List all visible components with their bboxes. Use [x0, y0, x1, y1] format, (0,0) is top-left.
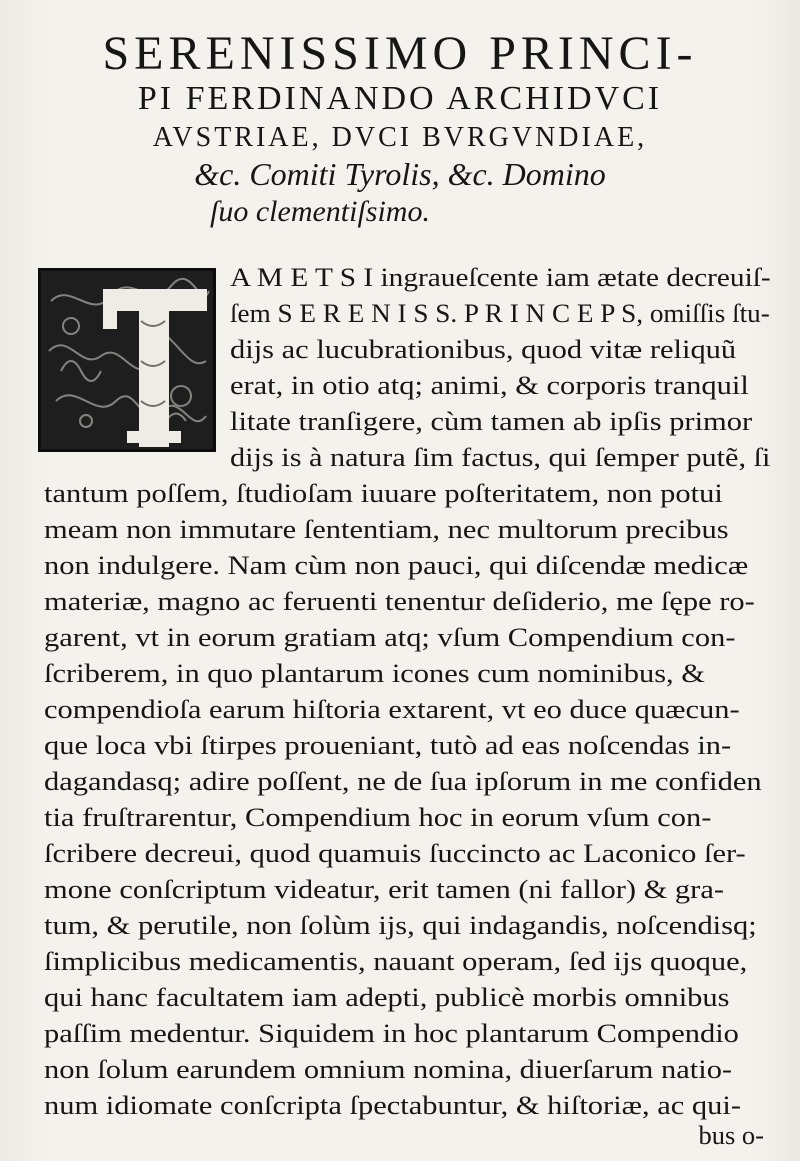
text-line: tum, & perutile, non ſolùm ijs, qui indagandis, noſcendisq;	[44, 910, 757, 940]
catchword: bus o-	[698, 1120, 764, 1150]
dedication-heading-line-4: &c. Comiti Tyrolis, &c. Domino	[194, 156, 606, 192]
dedication-heading-line-2: PI FERDINANDO ARCHIDVCI	[137, 80, 663, 117]
text-line: paſſim medentur. Siquidem in hoc plantarum Compendio	[44, 1018, 739, 1048]
dedication-heading-line-5: ſuo clementiſsimo.	[210, 195, 430, 228]
text-line: meam non immutare ſententiam, nec multorum precibus	[44, 514, 729, 544]
text-line: non ſolum earundem omnium nomina, diuerſarum natio-	[44, 1054, 733, 1084]
dedication-heading-line-3: AVSTRIAE, DVCI BVRGVNDIAE,	[152, 122, 648, 153]
text-line: num idiomate conſcripta ſpectabuntur, & hiſtoriæ, ac qui-	[44, 1090, 741, 1120]
text-line: tantum poſſem, ſtudioſam iuuare poſteritatem, non potui	[44, 478, 723, 508]
text-line: ſcribere decreui, quod quamuis ſuccincto ac Laconico ſer-	[44, 838, 746, 868]
text-line: ſem S E R E N I S S. P R I N C E P S, omiſſis ſtu-	[230, 298, 770, 328]
text-line: ſimplicibus medicamentis, nauant operam, ſed ijs quoque,	[44, 946, 748, 976]
text-line: materiæ, magno ac feruenti tenentur deſiderio, me ſępe ro-	[44, 586, 755, 616]
text-line: mone conſcriptum videatur, erit tamen (ni fallor) & gra-	[44, 874, 724, 904]
text-line: garent, vt in eorum gratiam atq; vſum Compendium con-	[44, 622, 736, 652]
decorated-initial-T-woodcut	[38, 268, 216, 452]
text-line: non indulgere. Nam cùm non pauci, qui diſcendæ medicæ	[44, 550, 749, 580]
text-line: qui hanc facultatem iam adepti, publicè morbis omnibus	[44, 982, 730, 1012]
dedication-heading-line-1: SERENISSIMO PRINCI-	[102, 27, 698, 80]
text-line: ſcriberem, in quo plantarum icones cum nominibus, &	[44, 658, 706, 688]
text-line: dijs ac lucubrationibus, quod vitæ reliquũ	[230, 334, 737, 364]
text-line: compendioſa earum hiſtoria extarent, vt eo duce quæcun-	[44, 694, 740, 724]
text-line: dagandasq; adire poſſent, ne de ſua ipſorum in me confiden	[44, 766, 762, 796]
text-line: que loca vbi ſtirpes proueniant, tutò ad eas noſcendas in-	[44, 730, 732, 760]
text-line: dijs is à natura ſim factus, qui ſemper putẽ, ſi	[230, 442, 771, 472]
text-line: erat, in otio atq; animi, & corporis tranquil	[230, 370, 749, 400]
text-line: tia fruſtrarentur, Compendium hoc in eorum vſum con-	[44, 802, 712, 832]
text-line: litate tranſigere, cùm tamen ab ipſis primor	[230, 406, 753, 436]
text-line: A M E T S I ingraueſcente iam ætate decreuiſ-	[230, 262, 771, 292]
woodcut-initial-icon	[41, 271, 213, 449]
